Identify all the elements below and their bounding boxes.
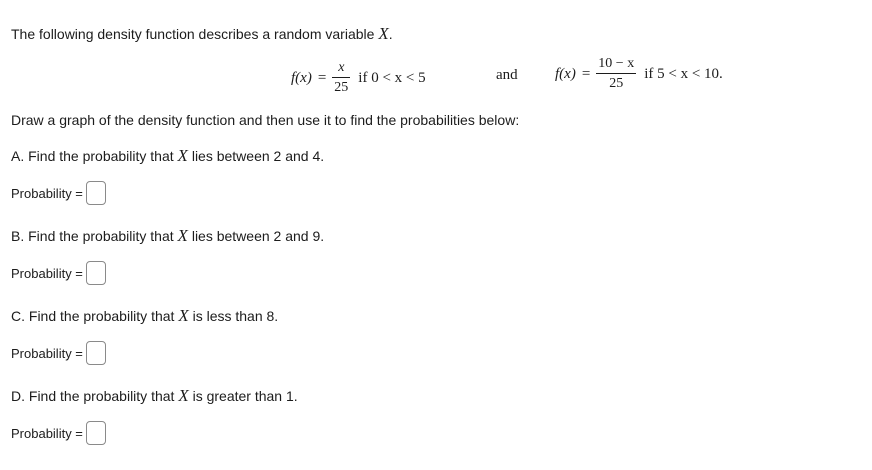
formula-2-fraction	[596, 57, 636, 91]
formula-2-numerator: 10 − x	[598, 56, 635, 71]
question-b	[11, 226, 324, 246]
question-d-variable: X	[178, 386, 189, 405]
instruction-text: Draw a graph of the density function and then use it to find the probabilities below:	[11, 112, 520, 128]
question-b-prefix: B. Find the probability that	[11, 228, 178, 244]
question-c-suffix: is less than 8.	[188, 308, 279, 324]
formula-2-equals: =	[581, 65, 591, 82]
answer-b-label: Probability =	[11, 265, 83, 281]
question-c-prefix: C. Find the probability that	[11, 308, 179, 324]
answer-c-input[interactable]	[86, 341, 106, 365]
question-d-suffix: is greater than 1.	[188, 388, 298, 404]
answer-c-label: Probability =	[11, 345, 83, 361]
formula-2-lhs: f(x)	[555, 65, 576, 82]
question-c-variable: X	[178, 306, 189, 325]
question-a-suffix: lies between 2 and 4.	[187, 148, 325, 164]
answer-d-label: Probability =	[11, 425, 83, 441]
question-b-variable: X	[177, 226, 188, 245]
formula-joiner: and	[496, 67, 518, 83]
formula-1-fraction	[332, 61, 350, 95]
question-b-suffix: lies between 2 and 9.	[187, 228, 325, 244]
intro-variable: X	[378, 24, 389, 43]
answer-b-input[interactable]	[86, 261, 106, 285]
intro-end: .	[388, 26, 393, 42]
formula-1-numerator: x	[338, 60, 345, 75]
answer-a-label: Probability =	[11, 185, 83, 201]
question-d-prefix: D. Find the probability that	[11, 388, 179, 404]
answer-row-b	[11, 261, 106, 285]
formula-2-denominator: 25	[609, 76, 624, 91]
formula-1-condition: if 0 < x < 5	[358, 69, 426, 86]
answer-d-input[interactable]	[86, 421, 106, 445]
answer-a-input[interactable]	[86, 181, 106, 205]
intro-prefix: The following density function describes a random variable	[11, 26, 379, 42]
formula-1-denominator: 25	[334, 80, 349, 95]
question-d	[11, 386, 298, 406]
intro-text	[11, 24, 393, 44]
answer-row-a	[11, 181, 106, 205]
question-c	[11, 306, 278, 326]
density-formula-piece-2	[555, 57, 723, 91]
formula-2-condition: if 5 < x < 10.	[644, 65, 723, 82]
question-a	[11, 146, 324, 166]
formula-1-lhs: f(x)	[291, 69, 312, 86]
answer-row-d	[11, 421, 106, 445]
question-a-prefix: A. Find the probability that	[11, 148, 178, 164]
density-formula-piece-1	[291, 61, 426, 95]
question-a-variable: X	[177, 146, 188, 165]
answer-row-c	[11, 341, 106, 365]
formula-1-equals: =	[317, 69, 327, 86]
